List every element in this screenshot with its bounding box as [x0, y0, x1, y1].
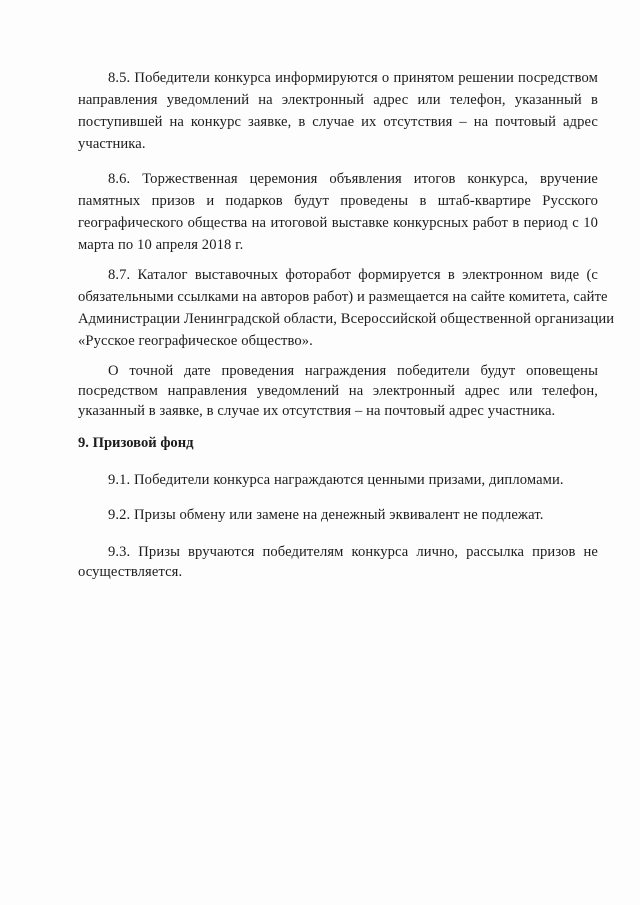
paragraph-line: памятных призов и подарков будут проведены в штаб-квартире Русского [78, 193, 598, 209]
paragraph-line: 8.5. Победители конкурса информируются о принятом решении посредством [108, 70, 598, 86]
paragraph-line: обязательными ссылками на авторов работ) и размещается на сайте комитета, сайте [78, 289, 608, 305]
paragraph-line: географического общества на итоговой выставке конкурсных работ в период с 10 [78, 215, 598, 231]
paragraph-line: участника. [78, 136, 146, 152]
paragraph-line: направления уведомлений на электронный адрес или телефон, указанный в [78, 92, 598, 108]
section-heading: 9. Призовой фонд [78, 435, 194, 451]
paragraph-line: поступившей на конкурс заявке, в случае их отсутствия – на почтовый адрес [78, 114, 598, 130]
paragraph-line: 8.7. Каталог выставочных фоторабот формируется в электронном виде (с [108, 267, 598, 283]
paragraph-line: Администрации Ленинградской области, Всероссийской общественной организации [78, 311, 615, 327]
paragraph-line: 8.6. Торжественная церемония объявления итогов конкурса, вручение [108, 171, 598, 187]
paragraph-line: 9.3. Призы вручаются победителям конкурса лично, рассылка призов не [108, 544, 598, 560]
paragraph-line: посредством направления уведомлений на электронный адрес или телефон, [78, 383, 598, 399]
paragraph-line: «Русское географическое общество». [78, 333, 313, 349]
paragraph-line: марта по 10 апреля 2018 г. [78, 237, 244, 253]
paragraph-line: О точной дате проведения награждения победители будут оповещены [108, 363, 598, 379]
paragraph-line: 9.1. Победители конкурса награждаются ценными призами, дипломами. [108, 472, 564, 488]
paragraph-line: осуществляется. [78, 564, 183, 580]
paragraph-line: указанный в заявке, в случае их отсутствия – на почтовый адрес участника. [78, 403, 556, 419]
paragraph-line: 9.2. Призы обмену или замене на денежный эквивалент не подлежат. [108, 507, 544, 523]
